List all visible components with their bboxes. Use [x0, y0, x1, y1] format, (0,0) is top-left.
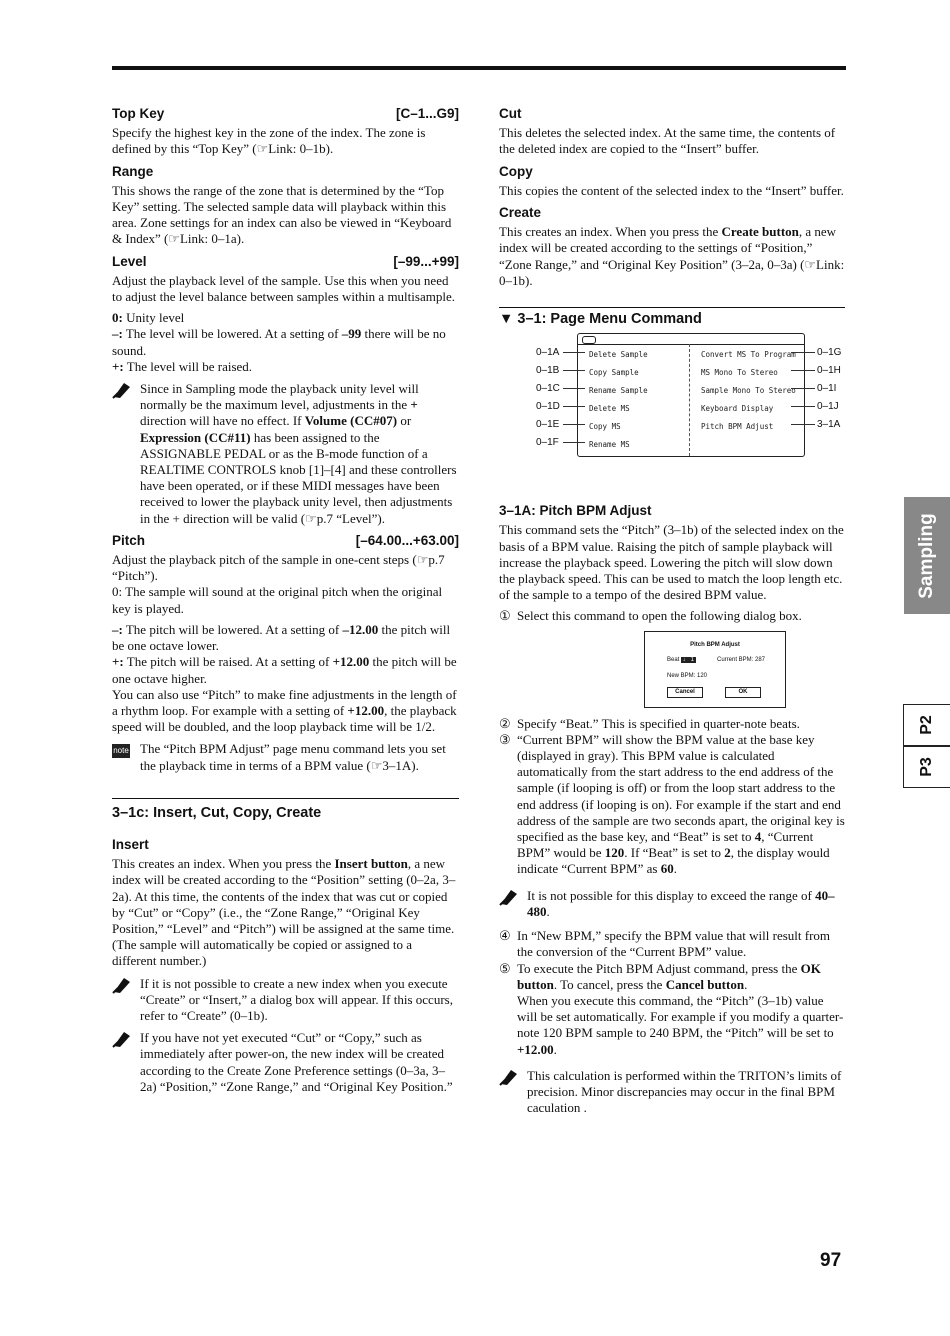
- page-menu-heading: ▼ 3–1: Page Menu Command: [499, 311, 702, 328]
- copy-section: [499, 164, 845, 199]
- insert-section: [112, 837, 459, 1095]
- insert-cut-copy-create-section: [112, 798, 459, 823]
- p2-tab: P2: [903, 704, 950, 746]
- section-heading: 3–1c: Insert, Cut, Copy, Create: [112, 804, 322, 821]
- insert-warning-2: If you have not yet executed “Cut” or “Copy,” such as immediately after power-on, the new index will be created according to the Create Zone Preference settings (0–3a, 3–2a) “Position,” “Zone Range,” and “Original Key Position.”: [112, 1030, 459, 1095]
- menu-item[interactable]: Rename MS: [589, 440, 630, 450]
- copy-text: This copies the content of the selected index to the “Insert” buffer.: [499, 182, 844, 198]
- menu-item[interactable]: Delete Sample: [589, 350, 648, 360]
- range-section: [112, 164, 459, 248]
- menu-label: 0–1J: [817, 401, 839, 413]
- dialog-title: Pitch BPM Adjust: [690, 641, 740, 648]
- pitch-note: note The “Pitch BPM Adjust” page menu command lets you set the playback time in terms of a BPM value (☞3–1A).: [113, 741, 446, 773]
- beat-label: Beat: [667, 656, 680, 663]
- pitch-zero: 0: The sample will sound at the original pitch when the original key is played.: [112, 584, 443, 616]
- menu-item[interactable]: Delete MS: [589, 404, 630, 414]
- page-menu-section: [499, 307, 845, 327]
- p3-tab: P3: [903, 746, 950, 788]
- step-2: ② Specify “Beat.” This is specified in quarter-note beats.: [499, 715, 800, 731]
- cut-text: This deletes the selected index. At the same time, the contents of the deleted index are copied to the “Insert” buffer.: [499, 125, 836, 157]
- page-number: 97: [820, 1250, 842, 1271]
- menu-tab-icon: [582, 336, 596, 344]
- create-heading: Create: [499, 205, 542, 221]
- sampling-tab: [904, 497, 950, 614]
- pitch-bpm-text: This command sets the “Pitch” (3–1b) of the selected index on the basis of a BPM value. Raising the pitch of sample playback will increase the playback speed. Lowering the pitch will slow down the playback speed. This can be used to match the loop length etc. of the sample to a tempo of the desired BPM value.: [499, 522, 844, 603]
- menu-label: 0–1F: [536, 437, 559, 449]
- insert-warning-1: If it is not possible to create a new index when you execute “Create” or “Insert,” a dialog box will appear. If this occurs, refer to “Create” (0–1b).: [112, 976, 459, 1025]
- create-text: This creates an index. When you press the Create button, a new index will be created according to the settings of “Position,” “Zone Range,” and “Original Key Position” (3–2a, 0–3a) (☞Link: 0–1b).: [499, 224, 845, 288]
- sampling-tab-label: Sampling: [916, 512, 937, 599]
- top-key-section: [112, 106, 459, 158]
- menu-label: 0–1A: [536, 347, 560, 359]
- cut-heading: Cut: [499, 106, 522, 121]
- warning-icon: [499, 888, 521, 908]
- pitch-text: Adjust the playback pitch of the sample in one-cent steps (☞p.7 “Pitch”).: [112, 552, 445, 584]
- menu-label: 0–1I: [817, 383, 837, 395]
- menu-label: 3–1A: [817, 419, 841, 431]
- pitch-bpm-section: [499, 503, 845, 1116]
- bpm-warning: It is not possible for this display to exceed the range of 40–480.: [499, 888, 845, 920]
- top-key-heading: Top Key [C–1...G9]: [112, 106, 459, 121]
- page-menu-diagram: [499, 333, 845, 493]
- menu-item[interactable]: Copy MS: [589, 422, 621, 432]
- level-text: Adjust the playback level of the sample. Use this when you need to adjust the level balance between samples within a multisample.: [112, 272, 455, 305]
- pitch-bpm-dialog: [644, 631, 786, 708]
- menu-item[interactable]: Sample Mono To Stereo: [701, 386, 796, 396]
- insert-text: This creates an index. When you press the Insert button, a new index will be created according to the “Position” setting (0–2a, 3–2a). At this time, the contents of the index that was cut or copied by “Cut” or “Copy” (i.e., the “Zone Range,” “Original Key Position,” “Level” and “Pitch”) will be assigned at the same time. (The sample will automatically be copied or assigned to a different number.): [112, 856, 456, 969]
- menu-item[interactable]: Pitch BPM Adjust: [701, 422, 774, 432]
- step-1: ① Select this command to open the following dialog box.: [499, 608, 802, 624]
- note-icon: note: [112, 744, 130, 758]
- warning-icon: [112, 976, 134, 996]
- ok-button[interactable]: OK: [725, 687, 761, 698]
- top-key-text: Specify the highest key in the zone of the index. The zone is defined by this “Top Key” (☞Link: 0–1b).: [112, 125, 426, 157]
- current-bpm: Current BPM: 287: [717, 656, 766, 663]
- top-rule: [112, 66, 846, 70]
- pitch-heading: Pitch [–64.00...+63.00]: [112, 532, 459, 548]
- menu-item[interactable]: MS Mono To Stereo: [701, 368, 778, 378]
- warning-icon: [112, 1030, 134, 1050]
- cancel-button[interactable]: Cancel: [667, 687, 703, 698]
- range-text: This shows the range of the zone that is determined by the “Top Key” setting. The selected sample data will playback within this area. Zone settings for an index can also be viewed in “Keyboard & Index” (☞Link: 0–1a).: [112, 182, 452, 247]
- level-warning: Since in Sampling mode the playback unity level will normally be the maximum level, adjustments in the + direction will have no effect. If Volume (CC#07) or Expression (CC#11) has been assigned to the ASSIGNABLE PEDAL or as the B-mode function of a REALTIME CONTROLS knob [1]–[4] and these controllers have been operated, or if these MIDI messages have been received to lower the playback unity level, then adjustments in the + direction will be valid (☞p.7 “Level”).: [112, 381, 459, 527]
- left-column: [112, 106, 459, 1101]
- warning-icon: [112, 381, 134, 401]
- level-section: [112, 254, 459, 527]
- step-3: ③ “Current BPM” will show the BPM value at the base key (displayed in gray). This BPM value is calculated automatically from the start address to the end address of the sample (if looping is off) or from the loop start address to the end address (if looping is on). For example if the start and end address of the sample are two seconds apart, the original key is specified as the base key, and “Beat” is set to 4, “Current BPM” would be 120. If “Beat” is set to 2, the display would indicate “Current BPM” as 60.: [499, 731, 845, 877]
- level-values: 0: Unity level –: The level will be lowered. At a setting of –99 there will be no sound. +: The level will be raised.: [112, 310, 446, 374]
- menu-label: 0–1E: [536, 419, 560, 431]
- step-5: ⑤ To execute the Pitch BPM Adjust command, press the OK button. To cancel, press the Cancel button. When you execute this command, the “Pitch” (3–1b) value will be set automatically. For example if you modify a quarter-note 120 BPM sample to 240 BPM, the “Pitch” will be set to +12.00.: [499, 960, 844, 1057]
- warning-icon: [499, 1068, 521, 1088]
- pitch-section: [112, 533, 459, 774]
- menu-label: 0–1C: [536, 383, 560, 395]
- create-section: [499, 205, 845, 289]
- range-heading: Range: [112, 163, 154, 179]
- menu-label: 0–1G: [817, 347, 842, 359]
- menu-label: 0–1D: [536, 401, 560, 413]
- new-bpm-field[interactable]: New BPM: 120: [667, 672, 708, 679]
- menu-item[interactable]: Keyboard Display: [701, 404, 774, 414]
- precision-warning: This calculation is performed within the TRITON’s limits of precision. Minor discrepancies may occur in the final BPM caculation .: [499, 1068, 845, 1117]
- pitch-values: –: The pitch will be lowered. At a setting of –12.00 the pitch will be one octave lower. +: The pitch will be raised. At a setting of +12.00 the pitch will be one octave higher. You can also use “Pitch” to make fine adjustments in the length of a rhythm loop. For example with a setting of +12.00, the playback speed will be doubled, and the loop playback time will be 1/2.: [112, 621, 457, 735]
- copy-heading: Copy: [499, 163, 533, 179]
- menu-label: 0–1B: [536, 365, 560, 377]
- level-heading: Level [–99...+99]: [112, 253, 459, 269]
- right-column: [499, 106, 845, 1122]
- menu-item[interactable]: Convert MS To Program: [701, 350, 796, 360]
- pitch-bpm-heading: 3–1A: Pitch BPM Adjust: [499, 503, 652, 519]
- step-4: ④ In “New BPM,” specify the BPM value that will result from the conversion of the “Current BPM” value.: [499, 928, 831, 960]
- menu-item[interactable]: Copy Sample: [589, 368, 639, 378]
- insert-heading: Insert: [112, 836, 149, 852]
- beat-value[interactable]: ♩ 1: [683, 656, 695, 663]
- cut-section: [499, 106, 845, 158]
- menu-item[interactable]: Rename Sample: [589, 386, 648, 396]
- menu-label: 0–1H: [817, 365, 841, 377]
